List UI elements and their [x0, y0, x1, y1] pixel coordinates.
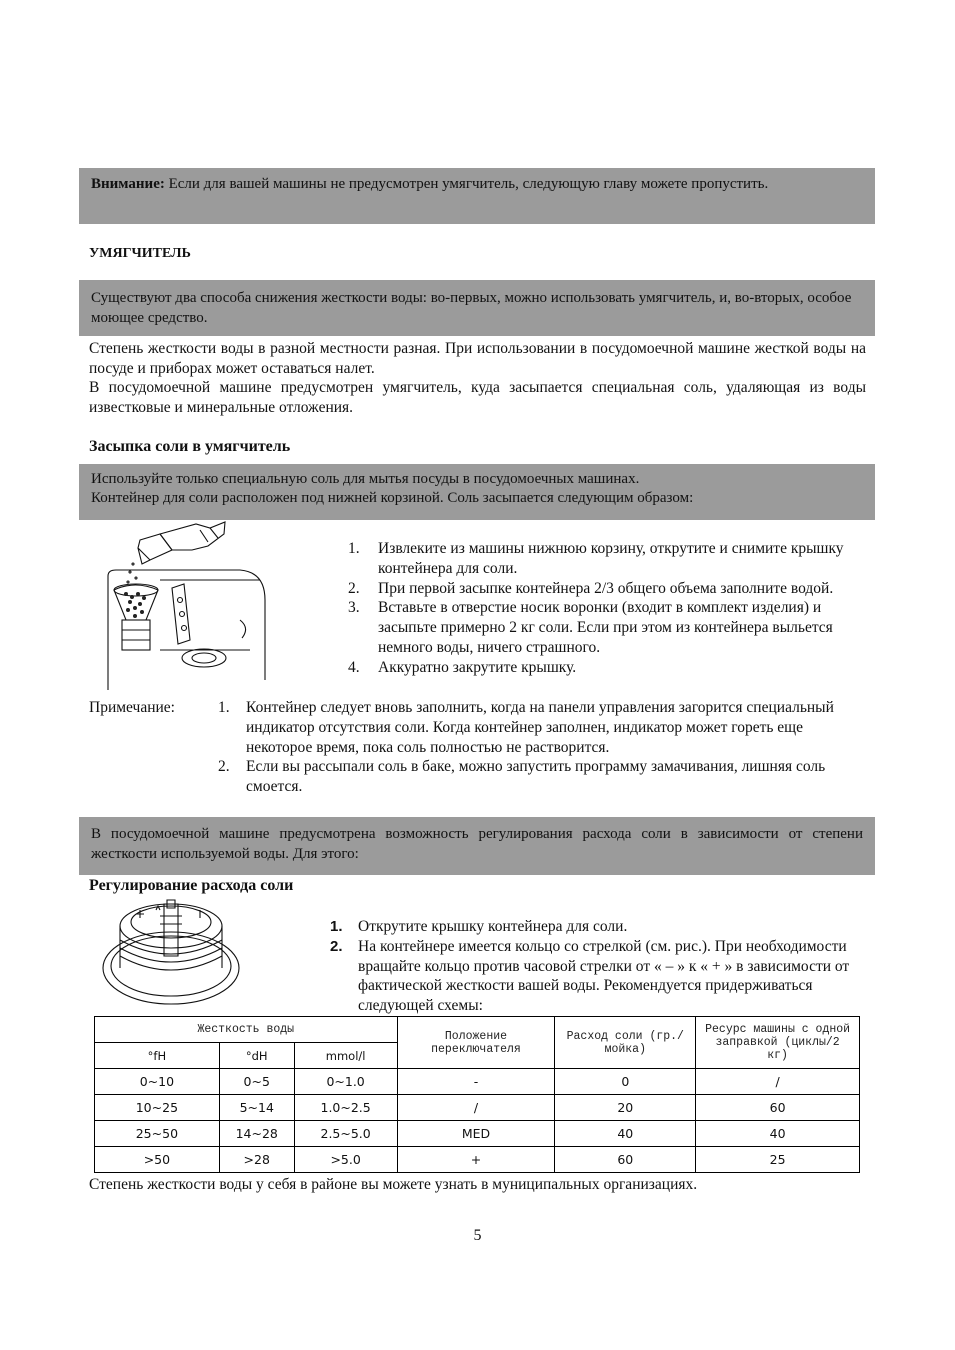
footer-text: Степень жесткости воды у себя в районе вы можете узнать в муниципальных организациях. — [89, 1176, 698, 1193]
table-header-salt: Расход соли (гр./мойка) — [555, 1017, 696, 1069]
table-cell: 0 — [555, 1069, 696, 1095]
page-number: 5 — [473, 1227, 482, 1244]
table-header-hardness: Жесткость воды — [95, 1017, 398, 1043]
table-unit-mmol: mmol/l — [294, 1043, 397, 1069]
table-cell: / — [696, 1069, 860, 1095]
table-row — [95, 1121, 860, 1147]
table-cell: 0~10 — [95, 1069, 220, 1095]
table-cell: 40 — [555, 1121, 696, 1147]
info-box-regulation-text: В посудомоечной машине предусмотрена возможность регулирования расхода соли в зависимости от степени жесткости используемой воды. Для этого: — [91, 826, 863, 862]
salt-container-ring-figure — [100, 896, 242, 1012]
info-box-salt-line1: Используйте только специальную соль для мытья посуды в посудомоечных машинах. — [91, 471, 640, 487]
table-cell: >5.0 — [294, 1147, 397, 1173]
regulation-steps-list — [330, 917, 860, 1016]
fill-step-number: 1. — [348, 540, 360, 557]
paragraph-hardness: Степень жесткости воды в разной местности разная. При использовании в посудомоечной машине жесткой воды на посуде и приборах может оставаться налет. — [89, 340, 866, 377]
fill-step-text: Вставьте в отверстие носик воронки (входит в комплект изделия) и засыпьте примерно 2 кг соли. Если при этом из контейнера выльется немного воды, ничего страшного. — [378, 599, 833, 656]
info-box-methods — [79, 280, 875, 336]
table-cell: MED — [397, 1121, 555, 1147]
regulation-step-number: 2. — [330, 937, 343, 955]
paragraph-softener: В посудомоечной машине предусмотрен умягчитель, куда засыпается специальная соль, удаляющая из воды известковые и минеральные отложения. — [89, 379, 866, 416]
fill-step-text: При первой засыпке контейнера 2/3 общего объема заполните водой. — [378, 579, 834, 597]
table-cell: 25 — [696, 1147, 860, 1173]
table-cell: 1.0~2.5 — [294, 1095, 397, 1121]
table-cell: 60 — [696, 1095, 860, 1121]
info-box-regulation — [79, 817, 875, 875]
table-cell: 25~50 — [95, 1121, 220, 1147]
table-row — [95, 1095, 860, 1121]
note-item-number: 2. — [218, 758, 230, 776]
regulation-step-text: Открутите крышку контейнера для соли. — [358, 918, 628, 935]
note-item-text: Если вы рассыпали соль в баке, можно запустить программу замачивания, лишняя соль смоется. — [246, 758, 826, 796]
info-box-methods-text: Существуют два способа снижения жесткости воды: во-первых, можно использовать умягчитель, и, во-вторых, особое моющее средство. — [91, 290, 852, 326]
note-item — [218, 757, 863, 797]
note-item-text: Контейнер следует вновь заполнить, когда на панели управления загорится специальный индикатор отсутствия соли. Когда контейнер заполнен, индикатор может гореть еще некоторое время, пока соль полностью не растворится. — [246, 699, 834, 756]
regulation-step-text: На контейнере имеется кольцо со стрелкой (см. рис.). При необходимости вращайте кольцо против часовой стрелки от « – » к « + » в зависимости от фактической жесткости вашей воды. Рекомендуется придерживаться следующей схемы: — [358, 937, 850, 1015]
salt-consumption-table — [94, 1016, 860, 1173]
fill-steps-list — [348, 539, 863, 678]
table-row — [95, 1069, 860, 1095]
fill-step-number: 3. — [348, 599, 360, 617]
warning-text: Если для вашей машины не предусмотрен умягчитель, следующую главу можете пропустить. — [168, 176, 769, 192]
salt-pouring-figure — [100, 520, 275, 700]
table-header-resource: Ресурс машины с одной заправкой (циклы/2 кг) — [696, 1017, 860, 1069]
table-cell: + — [397, 1147, 555, 1173]
table-cell: 60 — [555, 1147, 696, 1173]
subtitle-salt-fill: Засыпка соли в умягчитель — [89, 438, 291, 455]
table-cell: 10~25 — [95, 1095, 220, 1121]
table-cell: >28 — [219, 1147, 294, 1173]
table-cell: 14~28 — [219, 1121, 294, 1147]
table-cell: - — [397, 1069, 555, 1095]
fill-step — [348, 658, 863, 678]
table-cell: >50 — [95, 1147, 220, 1173]
table-cell: 40 — [696, 1121, 860, 1147]
fill-step-text: Извлеките из машины нижнюю корзину, открутите и снимите крышку контейнера для соли. — [378, 540, 844, 577]
info-box-salt-line2: Контейнер для соли расположен под нижней корзиной. Соль засыпается следующим образом: — [91, 490, 694, 506]
table-row — [95, 1147, 860, 1173]
table-cell: 5~14 — [219, 1095, 294, 1121]
subtitle-salt-regulation: Регулирование расхода соли — [89, 877, 294, 894]
fill-step — [348, 579, 863, 599]
regulation-step — [330, 917, 860, 937]
warning-box — [79, 168, 875, 224]
table-cell: 0~1.0 — [294, 1069, 397, 1095]
fill-step — [348, 539, 863, 579]
table-cell: / — [397, 1095, 555, 1121]
fill-step-number: 2. — [348, 579, 360, 597]
table-cell: 2.5~5.0 — [294, 1121, 397, 1147]
fill-step — [348, 598, 863, 657]
table-cell: 0~5 — [219, 1069, 294, 1095]
note-item — [218, 698, 863, 757]
note-label: Примечание: — [89, 699, 175, 716]
section-title: УМЯГЧИТЕЛЬ — [89, 246, 191, 261]
note-list — [218, 698, 863, 797]
warning-label: Внимание: — [91, 176, 165, 192]
table-header-switch: Положение переключателя — [397, 1017, 555, 1069]
table-cell: 20 — [555, 1095, 696, 1121]
info-box-salt — [79, 464, 875, 520]
regulation-step — [330, 937, 860, 1016]
fill-step-text: Аккуратно закрутите крышку. — [378, 658, 577, 676]
table-unit-dh: °dH — [219, 1043, 294, 1069]
note-item-number: 1. — [218, 699, 230, 716]
fill-step-number: 4. — [348, 658, 360, 676]
table-unit-fh: °fH — [95, 1043, 220, 1069]
regulation-step-number: 1. — [330, 918, 343, 935]
